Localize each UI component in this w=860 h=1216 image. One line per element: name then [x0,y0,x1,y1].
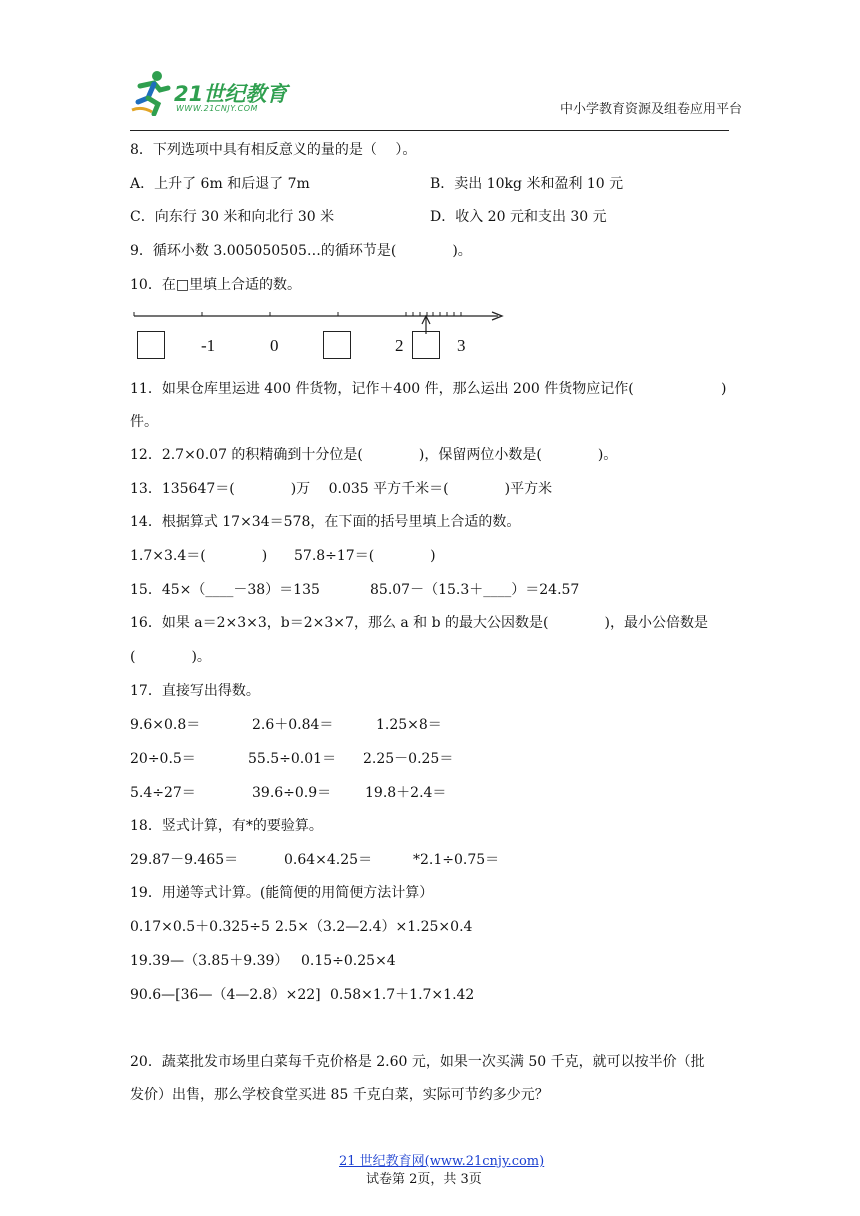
footer-link[interactable]: 21 世纪教育网(www.21cnjy.com) [339,1154,545,1169]
q17-item: 9.6×0.8＝ [130,717,201,733]
question-8-option-d: D．收入 20 元和支出 30 元 [430,209,607,225]
question-8-option-a: A．上升了 6m 和后退了 7m [130,176,310,192]
logo-text: 21世纪教育 [174,82,288,106]
q17-item: 5.4÷27＝ [130,785,196,801]
q19-item: 90.6—[36—（4—2.8）×22] [130,987,321,1003]
answer-box-3[interactable] [412,331,440,359]
answer-box-1[interactable] [137,331,165,359]
footer-page-number: 试卷第 2页，共 3页 [366,1172,482,1187]
question-11-paren-close: ) [721,381,727,397]
question-14-item-1: 1.7×3.4＝( ) [130,548,268,564]
question-20-line-2: 发价）出售，那么学校食堂买进 85 千克白菜，实际可节约多少元？ [130,1087,549,1103]
question-11-line-1: 11．如果仓库里运进 400 件货物，记作＋400 件，那么运出 200 件货物应记作( [130,381,634,397]
answer-box-2[interactable] [323,331,351,359]
q18-item: 29.87－9.465＝ [130,852,239,868]
question-19: 19．用递等式计算。(能简便的用简便方法计算） [130,885,434,901]
question-10: 10．在□里填上合适的数。 [130,277,302,293]
question-8-option-b: B．卖出 10kg 米和盈利 10 元 [430,176,624,192]
q17-item: 20÷0.5＝ [130,751,196,767]
q19-item: 0.17×0.5＋0.325÷5 [130,919,270,935]
q17-item: 2.25－0.25＝ [363,751,454,767]
number-line-label-2: 2 [395,336,404,355]
question-18: 18．竖式计算，有*的要验算。 [130,818,323,834]
logo [130,70,288,116]
question-20-line-1: 20．蔬菜批发市场里白菜每千克价格是 2.60 元，如果一次买满 50 千克，就可以按半价（批 [130,1054,705,1070]
number-line-label-minus-1: -1 [201,336,216,355]
q18-item: 0.64×4.25＝ [284,852,373,868]
q17-item: 2.6＋0.84＝ [252,717,334,733]
header-divider [130,130,729,131]
question-12: 12．2.7×0.07 的积精确到十分位是( )，保留两位小数是( )。 [130,447,618,463]
q19-item: 0.58×1.7＋1.7×1.42 [330,987,475,1003]
logo-url: WWW.21CNJY.COM [176,104,258,113]
q17-item: 39.6÷0.9＝ [252,785,332,801]
question-9: 9．循环小数 3.005050505…的循环节是( )。 [130,243,472,259]
runner-logo-icon [130,70,176,116]
question-16-line-2: ( )。 [130,649,211,665]
q17-item: 55.5÷0.01＝ [248,751,337,767]
question-8-stem: 8．下列选项中具有相反意义的量的是（ ）。 [130,142,417,158]
number-line-label-3: 3 [457,336,466,355]
question-14: 14．根据算式 17×34＝578，在下面的括号里填上合适的数。 [130,514,521,530]
q17-item: 1.25×8＝ [376,717,442,733]
question-16-line-1: 16．如果 a＝2×3×3，b＝2×3×7，那么 a 和 b 的最大公因数是( )，最小公倍数是 [130,615,708,631]
question-11-line-2: 件。 [130,414,158,430]
number-line [130,304,510,334]
q19-item: 0.15÷0.25×4 [301,953,396,969]
number-line-label-0: 0 [270,336,279,355]
question-17: 17．直接写出得数。 [130,683,260,699]
question-8-option-c: C．向东行 30 米和向北行 30 米 [130,209,335,225]
question-15-item-1: 15．45×（____－38）＝135 [130,582,320,598]
q17-item: 19.8＋2.4＝ [365,785,447,801]
question-13: 13．135647＝( )万 0.035 平方千米＝( )平方米 [130,481,553,497]
question-14-item-2: 57.8÷17＝( ) [294,548,436,564]
q19-item: 19.39—（3.85＋9.39） [130,953,289,969]
q19-item: 2.5×（3.2—2.4）×1.25×0.4 [275,919,473,935]
q18-item: *2.1÷0.75＝ [413,852,500,868]
platform-title: 中小学教育资源及组卷应用平台 [560,102,743,117]
question-15-item-2: 85.07－（15.3＋____）＝24.57 [370,582,580,598]
